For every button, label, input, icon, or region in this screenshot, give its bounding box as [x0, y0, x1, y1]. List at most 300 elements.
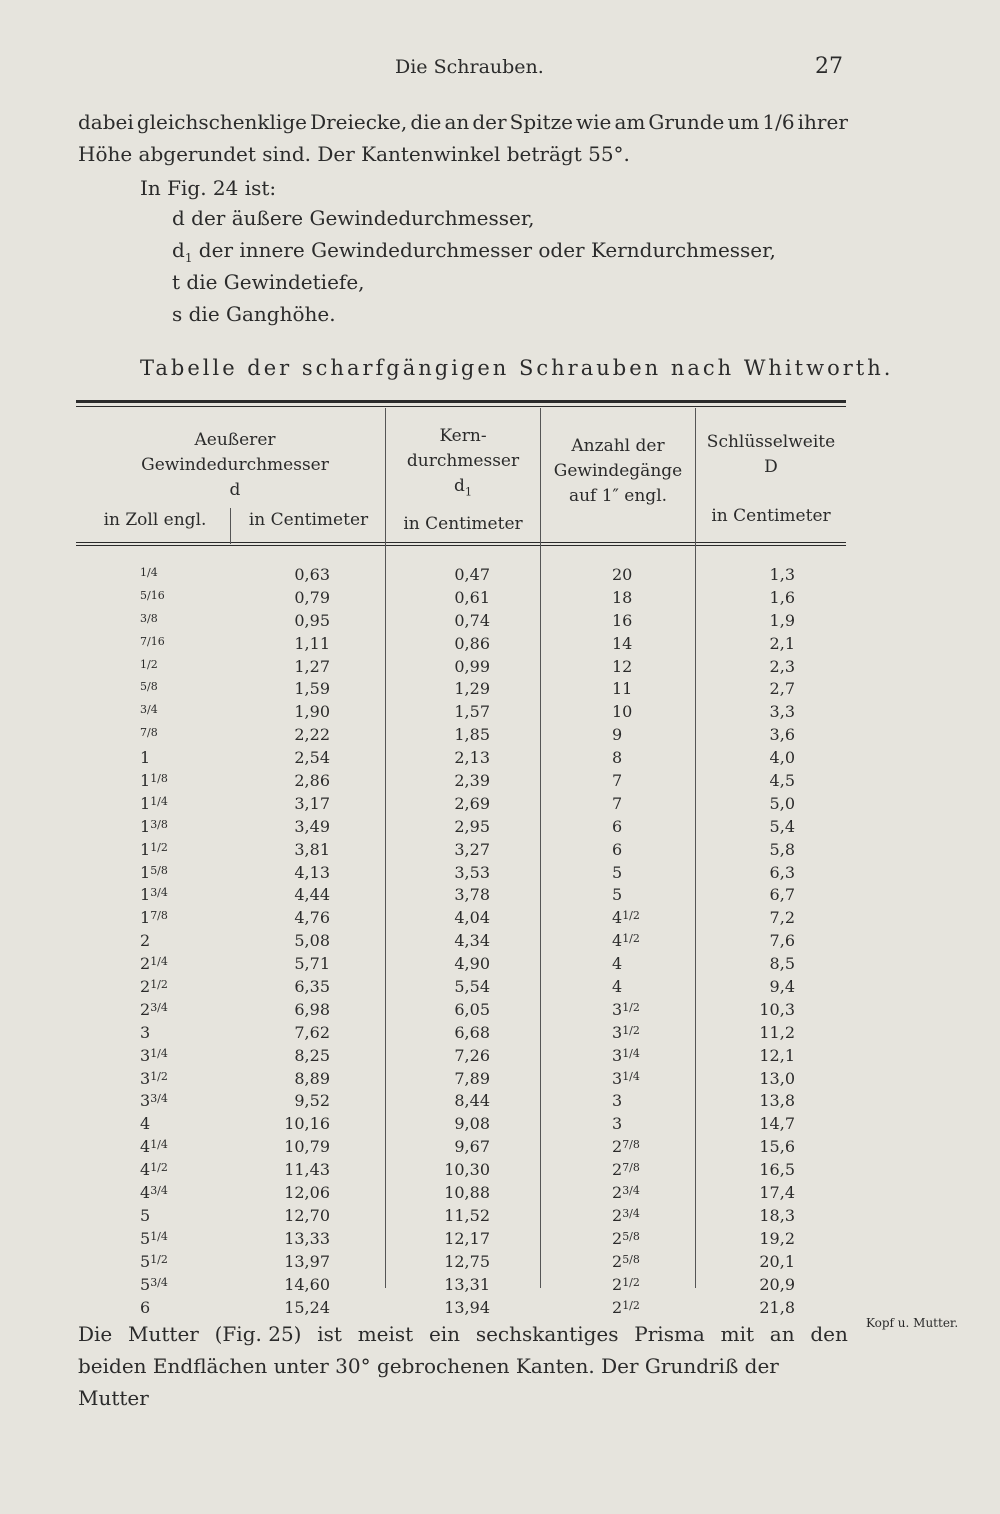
cell-thread-count [612, 1251, 682, 1274]
cell-core-cm: 12,75 [444, 1251, 490, 1271]
cell-outer-cm: 10,16 [284, 1114, 330, 1134]
header-text: in Centimeter [403, 514, 523, 535]
figure-intro: In Fig. 24 ist: [140, 176, 277, 200]
cell-thread-count [612, 633, 682, 656]
cell-core-cm: 6,68 [454, 1022, 490, 1042]
cell-thread-count [612, 1297, 682, 1320]
inch-fraction: 3/4 [140, 703, 158, 717]
cell-wrench-cm: 7,2 [769, 908, 795, 928]
cell-wrench-cm: 18,3 [759, 1205, 795, 1225]
cell-wrench-cm: 8,5 [769, 954, 795, 974]
cell-thread-count [612, 656, 682, 679]
cell-inch [140, 1136, 230, 1159]
cell-inch [140, 656, 230, 679]
word: mit [720, 1322, 755, 1346]
cell-thread-count [612, 610, 682, 633]
definition-symbol: s [172, 302, 183, 326]
cell-outer-cm: 3,17 [294, 793, 330, 813]
inch-whole: 5 [140, 1228, 151, 1248]
cell-wrench-cm: 5,0 [769, 793, 795, 813]
header-text: Anzahl der [571, 436, 665, 456]
word: sechskantiges [475, 1322, 619, 1346]
count-whole: 14 [612, 633, 633, 653]
word: Spitze [509, 110, 573, 134]
cell-inch [140, 999, 230, 1022]
cell-wrench-cm: 17,4 [759, 1183, 795, 1203]
cell-outer-cm: 0,63 [294, 565, 330, 584]
inch-whole: 5 [140, 1205, 151, 1225]
count-whole: 2 [612, 1137, 623, 1157]
inch-whole: 3 [140, 1022, 151, 1042]
inch-fraction: 1/4 [150, 1046, 168, 1060]
cell-inch [140, 1182, 230, 1205]
cell-core-cm: 3,53 [454, 862, 490, 882]
table-header-rule [76, 542, 846, 543]
cell-thread-count [612, 884, 682, 907]
cell-outer-cm: 4,76 [294, 908, 330, 928]
cell-core-cm: 13,94 [444, 1297, 490, 1317]
inch-fraction: 1/4 [150, 1229, 168, 1243]
cell-core-cm: 1,85 [454, 725, 490, 745]
cell-core-cm: 2,95 [454, 816, 490, 836]
cell-core-cm: 0,86 [454, 633, 490, 653]
header-text: Gewindedurchmesser [141, 455, 329, 475]
cell-thread-count [612, 793, 682, 816]
inch-fraction: 3/4 [150, 1184, 168, 1198]
count-whole: 6 [612, 839, 623, 859]
cell-thread-count [612, 816, 682, 839]
cell-thread-count [612, 1205, 682, 1228]
inch-whole: 2 [140, 954, 151, 974]
count-fraction: 5/8 [622, 1229, 640, 1243]
cell-thread-count [612, 1113, 682, 1136]
definition-text: der äußere Gewindedurchmesser, [184, 206, 535, 230]
inch-fraction: 1/4 [150, 955, 168, 969]
column-wrench-cm [700, 564, 795, 1319]
count-whole: 16 [612, 610, 633, 630]
inch-fraction: 3/8 [140, 611, 158, 625]
cell-outer-cm: 4,13 [294, 862, 330, 882]
cell-outer-cm: 12,70 [284, 1205, 330, 1225]
word: den [810, 1322, 848, 1346]
closing-line-2: beiden Endflächen unter 30° gebrochenen Kanten. Der Grundriß der Mutter [78, 1354, 779, 1410]
cell-outer-cm: 11,43 [284, 1160, 330, 1180]
closing-paragraph [78, 1318, 848, 1414]
count-whole: 3 [612, 999, 623, 1019]
table-header-rule-thin [76, 545, 846, 546]
inch-whole: 2 [140, 999, 151, 1019]
cell-outer-cm: 2,54 [294, 748, 330, 768]
word: Prisma [634, 1322, 705, 1346]
cell-core-cm: 0,47 [454, 565, 490, 584]
count-whole: 4 [612, 931, 623, 951]
word: die [410, 110, 442, 134]
cell-inch [140, 1159, 230, 1182]
cell-outer-cm: 0,95 [294, 610, 330, 630]
intro-line-1 [78, 106, 848, 138]
count-whole: 2 [612, 1205, 623, 1225]
cell-outer-cm: 14,60 [284, 1274, 330, 1294]
inch-fraction: 3/8 [150, 817, 168, 831]
word: 1/6 [762, 110, 795, 134]
count-whole: 10 [612, 702, 633, 722]
cell-outer-cm: 1,11 [294, 633, 330, 653]
word: der [472, 110, 507, 134]
cell-outer-cm: 4,44 [294, 885, 330, 905]
cell-outer-cm: 5,71 [294, 954, 330, 974]
running-head: Die Schrauben. [395, 56, 544, 78]
header-text: Kern- [439, 426, 487, 446]
inch-fraction: 7/16 [140, 634, 165, 648]
cell-thread-count [612, 999, 682, 1022]
cell-outer-cm: 12,06 [284, 1183, 330, 1203]
cell-wrench-cm: 5,4 [769, 816, 795, 836]
cell-thread-count [612, 1182, 682, 1205]
count-whole: 11 [612, 679, 633, 699]
cell-inch [140, 1228, 230, 1251]
count-whole: 2 [612, 1251, 623, 1271]
cell-inch [140, 953, 230, 976]
cell-wrench-cm: 1,9 [769, 610, 795, 630]
header-symbol: D [764, 457, 778, 477]
inch-fraction: 7/8 [150, 909, 168, 923]
cell-wrench-cm: 2,7 [769, 679, 795, 699]
count-fraction: 1/2 [622, 1275, 640, 1289]
count-whole: 8 [612, 748, 623, 768]
count-whole: 3 [612, 1091, 623, 1111]
cell-inch [140, 1251, 230, 1274]
inch-whole: 1 [140, 816, 151, 836]
cell-core-cm: 11,52 [444, 1205, 490, 1225]
cell-outer-cm: 0,79 [294, 587, 330, 607]
inch-fraction: 1/2 [150, 1161, 168, 1175]
count-whole: 7 [612, 793, 623, 813]
cell-wrench-cm: 3,3 [769, 702, 795, 722]
word: wie [576, 110, 612, 134]
cell-core-cm: 2,69 [454, 793, 490, 813]
cell-core-cm: 4,04 [454, 908, 490, 928]
closing-line-1 [78, 1318, 848, 1350]
cell-core-cm: 1,29 [454, 679, 490, 699]
cell-outer-cm: 13,33 [284, 1228, 330, 1248]
inch-fraction: 3/4 [150, 886, 168, 900]
inch-fraction: 1/2 [150, 840, 168, 854]
inch-fraction: 1/2 [140, 657, 158, 671]
count-fraction: 1/2 [622, 1298, 640, 1312]
inch-whole: 1 [140, 908, 151, 928]
cell-inch [140, 793, 230, 816]
column-outer-cm [240, 564, 330, 1319]
header-symbol [386, 474, 540, 504]
cell-outer-cm: 1,90 [294, 702, 330, 722]
cell-outer-cm: 7,62 [294, 1022, 330, 1042]
inch-fraction: 1/4 [150, 1138, 168, 1152]
cell-core-cm: 9,08 [454, 1114, 490, 1134]
cell-thread-count [612, 701, 682, 724]
count-whole: 2 [612, 1183, 623, 1203]
cell-core-cm: 13,31 [444, 1274, 490, 1294]
header-text: auf 1″ engl. [568, 486, 668, 506]
header-outer-diameter [90, 428, 380, 503]
cell-inch [140, 1274, 230, 1297]
cell-wrench-cm: 6,3 [769, 862, 795, 882]
cell-outer-cm: 5,08 [294, 931, 330, 951]
cell-inch [140, 633, 230, 656]
cell-outer-cm: 15,24 [284, 1297, 330, 1317]
column-core-cm [395, 564, 490, 1319]
cell-wrench-cm: 21,8 [759, 1297, 795, 1317]
cell-inch [140, 839, 230, 862]
cell-wrench-cm: 1,3 [769, 565, 795, 584]
word: an [444, 110, 470, 134]
count-whole: 18 [612, 587, 633, 607]
cell-inch [140, 610, 230, 633]
inch-whole: 1 [140, 748, 151, 768]
count-fraction: 1/2 [622, 909, 640, 923]
cell-wrench-cm: 4,0 [769, 748, 795, 768]
column-divider [540, 408, 541, 1288]
cell-wrench-cm: 13,0 [759, 1068, 795, 1088]
cell-core-cm: 10,30 [444, 1160, 490, 1180]
column-inch [140, 564, 230, 1319]
word: ihrer [797, 110, 848, 134]
word: (Fig. 25) [214, 1322, 302, 1346]
cell-inch [140, 1090, 230, 1113]
count-whole: 12 [612, 656, 633, 676]
definition-symbol: d [172, 206, 185, 230]
inch-whole: 4 [140, 1137, 151, 1157]
cell-wrench-cm: 3,6 [769, 725, 795, 745]
definition-text: die Ganghöhe. [182, 302, 336, 326]
header-text: in Centimeter [711, 506, 831, 526]
inch-fraction: 7/8 [140, 726, 158, 740]
definition-text: die Gewindetiefe, [180, 270, 365, 294]
cell-core-cm: 4,34 [454, 931, 490, 951]
cell-wrench-cm: 6,7 [769, 885, 795, 905]
header-symbol: d [229, 480, 241, 500]
inch-fraction: 1/8 [150, 772, 168, 786]
cell-inch [140, 724, 230, 747]
inch-whole: 3 [140, 1068, 151, 1088]
cell-core-cm: 1,57 [454, 702, 490, 722]
word: Grunde [648, 110, 725, 134]
cell-thread-count [612, 1045, 682, 1068]
definition-item [172, 206, 535, 230]
cell-thread-count [612, 839, 682, 862]
table-top-rule-thin [76, 406, 846, 407]
header-core-diameter [386, 424, 540, 537]
cell-inch [140, 1113, 230, 1136]
cell-inch [140, 1297, 230, 1320]
cell-inch [140, 1045, 230, 1068]
word: dabei [78, 110, 134, 134]
cell-core-cm: 2,39 [454, 771, 490, 791]
cell-outer-cm: 6,98 [294, 999, 330, 1019]
inch-whole: 4 [140, 1183, 151, 1203]
count-fraction: 1/2 [622, 1023, 640, 1037]
count-fraction: 7/8 [622, 1161, 640, 1175]
cell-wrench-cm: 20,1 [759, 1251, 795, 1271]
cell-wrench-cm: 7,6 [769, 931, 795, 951]
inch-whole: 5 [140, 1251, 151, 1271]
cell-core-cm: 0,61 [454, 587, 490, 607]
cell-outer-cm: 6,35 [294, 977, 330, 997]
inch-whole: 5 [140, 1274, 151, 1294]
inch-fraction: 1/4 [150, 794, 168, 808]
count-whole: 4 [612, 954, 623, 974]
inch-fraction: 1/4 [140, 566, 158, 579]
header-thread-count [541, 434, 695, 509]
inch-fraction: 3/4 [150, 1000, 168, 1014]
definition-item [172, 302, 336, 326]
inch-whole: 1 [140, 885, 151, 905]
count-whole: 3 [612, 1045, 623, 1065]
cell-wrench-cm: 10,3 [759, 999, 795, 1019]
word: am [614, 110, 646, 134]
cell-outer-cm: 2,22 [294, 725, 330, 745]
inch-whole: 3 [140, 1045, 151, 1065]
cell-core-cm: 7,89 [454, 1068, 490, 1088]
cell-inch [140, 1022, 230, 1045]
cell-inch [140, 564, 230, 587]
cell-outer-cm: 10,79 [284, 1137, 330, 1157]
cell-inch [140, 816, 230, 839]
cell-outer-cm: 8,89 [294, 1068, 330, 1088]
cell-inch [140, 747, 230, 770]
cell-outer-cm: 2,86 [294, 771, 330, 791]
cell-thread-count [612, 930, 682, 953]
intro-line-2: Höhe abgerundet sind. Der Kantenwinkel beträgt 55°. [78, 142, 630, 166]
count-whole: 6 [612, 816, 623, 836]
inch-whole: 1 [140, 862, 151, 882]
cell-wrench-cm: 2,1 [769, 633, 795, 653]
definition-item [172, 238, 776, 265]
cell-inch [140, 930, 230, 953]
cell-thread-count [612, 907, 682, 930]
column-divider [385, 408, 386, 1288]
cell-thread-count [612, 1090, 682, 1113]
word: an [769, 1322, 795, 1346]
inch-whole: 4 [140, 1114, 151, 1134]
cell-wrench-cm: 14,7 [759, 1114, 795, 1134]
cell-inch [140, 678, 230, 701]
word: Mutter [128, 1322, 199, 1346]
inch-fraction: 5/8 [140, 680, 158, 694]
inch-whole: 4 [140, 1160, 151, 1180]
cell-thread-count [612, 1022, 682, 1045]
count-fraction: 3/4 [622, 1206, 640, 1220]
count-fraction: 1/2 [622, 1000, 640, 1014]
definition-symbol: t [172, 270, 181, 294]
word: ein [428, 1322, 461, 1346]
cell-wrench-cm: 15,6 [759, 1137, 795, 1157]
cell-inch [140, 1068, 230, 1091]
cell-thread-count [612, 953, 682, 976]
cell-outer-cm: 1,59 [294, 679, 330, 699]
count-whole: 7 [612, 771, 623, 791]
cell-inch [140, 587, 230, 610]
cell-inch [140, 907, 230, 930]
header-symbol-letter: d [454, 476, 465, 496]
intro-paragraph [78, 106, 848, 170]
count-whole: 2 [612, 1297, 623, 1317]
count-fraction: 1/2 [622, 932, 640, 946]
inch-fraction: 1/2 [150, 1069, 168, 1083]
header-symbol-sub: 1 [464, 485, 472, 499]
inch-fraction: 5/16 [140, 588, 165, 602]
cell-thread-count [612, 724, 682, 747]
cell-wrench-cm: 20,9 [759, 1274, 795, 1294]
cell-core-cm: 3,27 [454, 839, 490, 859]
inch-fraction: 5/8 [150, 863, 168, 877]
inch-whole: 3 [140, 1091, 151, 1111]
cell-outer-cm: 9,52 [294, 1091, 330, 1111]
count-whole: 9 [612, 725, 623, 745]
cell-outer-cm: 3,81 [294, 839, 330, 859]
cell-core-cm: 9,67 [454, 1137, 490, 1157]
count-fraction: 3/4 [622, 1184, 640, 1198]
column-divider [695, 408, 696, 1288]
cell-wrench-cm: 2,3 [769, 656, 795, 676]
count-fraction: 1/4 [622, 1069, 640, 1083]
header-outer-cm: in Centimeter [248, 510, 369, 530]
cell-core-cm: 0,99 [454, 656, 490, 676]
cell-thread-count [612, 564, 682, 587]
word: ist [317, 1322, 342, 1346]
cell-core-cm: 12,17 [444, 1228, 490, 1248]
cell-core-cm: 3,78 [454, 885, 490, 905]
cell-inch [140, 1205, 230, 1228]
inch-whole: 2 [140, 977, 151, 997]
inch-whole: 1 [140, 793, 151, 813]
page-number: 27 [815, 54, 843, 79]
cell-inch [140, 701, 230, 724]
count-fraction: 5/8 [622, 1252, 640, 1266]
table-top-rule [76, 400, 846, 403]
cell-core-cm: 6,05 [454, 999, 490, 1019]
word: meist [357, 1322, 414, 1346]
count-whole: 20 [612, 565, 633, 584]
count-whole: 4 [612, 908, 623, 928]
cell-core-cm: 0,74 [454, 610, 490, 630]
cell-wrench-cm: 13,8 [759, 1091, 795, 1111]
count-whole: 3 [612, 1114, 623, 1134]
cell-thread-count [612, 976, 682, 999]
header-wrench-size [696, 430, 846, 529]
count-whole: 5 [612, 885, 623, 905]
cell-outer-cm: 13,97 [284, 1251, 330, 1271]
count-whole: 2 [612, 1274, 623, 1294]
column-thread-count [612, 564, 682, 1319]
table-title: Tabelle der scharfgängigen Schrauben nach Whitworth. [140, 356, 894, 380]
cell-thread-count [612, 1068, 682, 1091]
count-whole: 5 [612, 862, 623, 882]
count-fraction: 7/8 [622, 1138, 640, 1152]
inch-whole: 6 [140, 1297, 151, 1317]
definition-text: der innere Gewindedurchmesser oder Kerndurchmesser, [192, 238, 776, 262]
count-whole: 4 [612, 977, 623, 997]
cell-thread-count [612, 1159, 682, 1182]
cell-thread-count [612, 678, 682, 701]
definition-item [172, 270, 365, 294]
cell-core-cm: 10,88 [444, 1183, 490, 1203]
definition-subscript: 1 [184, 251, 193, 265]
count-whole: 2 [612, 1160, 623, 1180]
definition-symbol: d [172, 238, 185, 262]
count-whole: 3 [612, 1068, 623, 1088]
cell-outer-cm: 3,49 [294, 816, 330, 836]
header-text: Gewindegänge [553, 461, 683, 481]
